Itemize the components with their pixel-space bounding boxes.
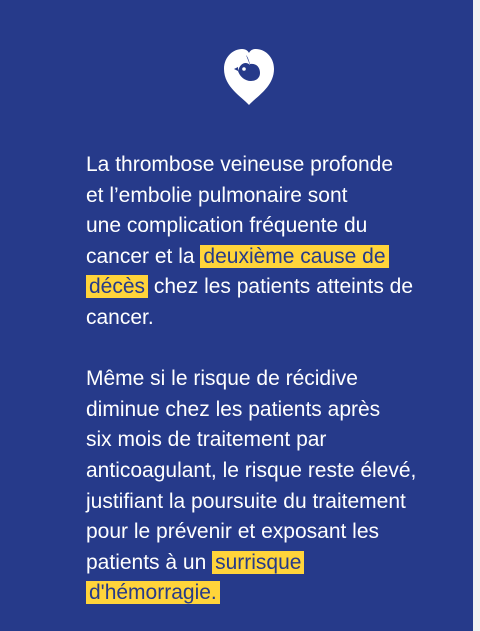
side-title (0, 0, 44, 631)
paragraph-2 (86, 364, 466, 609)
highlight-surrisque: surrisque (212, 551, 304, 574)
paragraph-1-line-6: cancer. (86, 305, 154, 329)
paragraph-1-line-5-text: chez les patients atteints de (148, 275, 414, 299)
paragraph-2-line-3: six mois de traitement par (86, 428, 327, 452)
highlight-deuxieme-cause: deuxième cause de (200, 245, 388, 268)
paragraph-1-line-5 (86, 272, 466, 303)
paragraph-2-line-8 (86, 578, 466, 609)
highlight-hemorragie: d'hémorragie. (86, 581, 220, 604)
paragraph-1-line-4 (86, 242, 466, 273)
highlight-deces: décès (86, 275, 148, 298)
paragraph-2-line-7 (86, 548, 466, 579)
paragraph-2-line-5: justifiant la poursuite du traitement (86, 489, 406, 513)
paragraph-1-line-1: La thrombose veineuse profonde (86, 153, 394, 176)
paragraph-1-line-2: et l’embolie pulmonaire sont (86, 183, 348, 207)
paragraph-2-line-4: anticoagulant, le risque reste élevé, (86, 458, 417, 482)
article-text (86, 150, 466, 609)
paragraph-2-line-6: pour le prévenir et exposant les (86, 520, 380, 544)
paragraph-1 (86, 150, 466, 334)
paragraph-2-line-1: Même si le risque de récidive (86, 367, 358, 391)
heart-bird-logo-icon (222, 47, 276, 108)
paragraph-2-line-7-text: patients à un (86, 550, 213, 574)
paragraph-2-line-2: diminue chez les patients après (86, 397, 381, 421)
paragraph-1-line-3: une complication fréquente du (86, 214, 368, 238)
paragraph-1-line-4-text: cancer et la (86, 244, 201, 268)
